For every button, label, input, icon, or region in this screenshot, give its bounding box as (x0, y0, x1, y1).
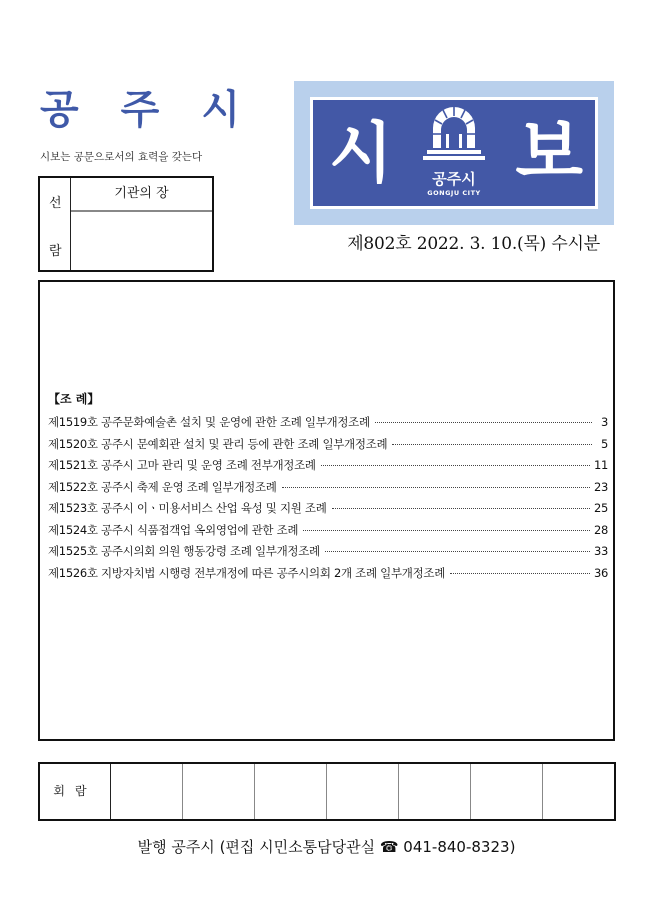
toc-item-title: 제1519호 공주문화예술촌 설치 및 운영에 관한 조례 일부개정조례 (48, 415, 370, 429)
toc-item-page: 3 (600, 415, 608, 429)
toc-item-title: 제1526호 지방자치법 시행령 전부개정에 따른 공주시의회 2개 조례 일부개정조례 (48, 565, 446, 580)
toc-item-page: 28 (593, 522, 608, 537)
city-title-char: 주 (120, 87, 160, 133)
publisher-info: 발행 공주시 (편집 시민소통담당관실 ☎ 041-840-8323) (137, 838, 516, 856)
leader-dots (321, 465, 590, 466)
toc-item[interactable] (48, 414, 608, 436)
toc-item-page: 23 (593, 479, 608, 494)
circulation-table (38, 762, 616, 821)
city-emblem (419, 104, 489, 202)
review-side-label (40, 178, 71, 270)
leader-dots (303, 530, 590, 531)
city-title-char: 공 (40, 87, 79, 133)
toc-item-title: 제1522호 공주시 축제 운영 조례 일부개정조례 (48, 479, 277, 494)
signature-cell (326, 764, 398, 819)
review-head-label: 기관의 장 (71, 178, 212, 212)
contents-box (38, 280, 615, 741)
signature-cell (110, 764, 182, 819)
signature-cell (254, 764, 326, 819)
toc-item-page: 25 (593, 501, 608, 515)
toc-item-page: 11 (593, 458, 608, 472)
toc-item[interactable] (48, 436, 608, 458)
leader-dots (325, 551, 590, 552)
toc-item-page: 36 (593, 565, 608, 580)
toc-item-title: 제1525호 공주시의회 의원 행동강령 조례 일부개정조례 (48, 544, 320, 558)
table-of-contents (48, 414, 608, 586)
leader-dots (392, 444, 592, 445)
review-label-top: 선 (49, 196, 62, 211)
leader-dots (450, 573, 590, 574)
city-title-char: 시 (201, 87, 240, 133)
toc-item-title: 제1520호 공주시 문예회관 설치 및 관리 등에 관한 조례 일부개정조례 (48, 436, 388, 451)
arch-gate-icon (419, 104, 489, 166)
signature-cell (398, 764, 470, 819)
section-title: 【조 례】 (48, 392, 100, 406)
signature-cell (470, 764, 542, 819)
logo-emblem-english: GONGJU CITY (427, 189, 481, 197)
issue-info: 제802호 2022. 3. 10.(목) 수시분 (347, 234, 600, 254)
review-label-bottom: 람 (49, 244, 62, 259)
logo-frame (310, 97, 598, 209)
toc-item[interactable] (48, 457, 608, 479)
toc-item-title: 제1521호 공주시 고마 관리 및 운영 조례 전부개정조례 (48, 458, 316, 472)
review-box (38, 176, 214, 272)
toc-item-title: 제1523호 공주시 이ㆍ미용서비스 산업 육성 및 지원 조례 (48, 501, 327, 515)
toc-item[interactable] (48, 543, 608, 565)
toc-item[interactable] (48, 522, 608, 544)
toc-item-title: 제1524호 공주시 식품접객업 옥외영업에 관한 조례 (48, 522, 299, 537)
circulation-label: 회람 (53, 784, 97, 798)
leader-dots (282, 487, 590, 488)
city-title (40, 78, 240, 135)
logo-panel (313, 100, 595, 206)
gazette-logo (294, 81, 614, 225)
toc-item[interactable] (48, 500, 608, 522)
leader-dots (332, 508, 590, 509)
toc-item[interactable] (48, 479, 608, 501)
signature-cell (542, 764, 614, 819)
logo-right-char: 보 (515, 111, 583, 193)
toc-item-page: 5 (600, 436, 608, 451)
toc-item-page: 33 (593, 544, 608, 558)
logo-left-char: 시 (329, 115, 393, 192)
toc-item[interactable] (48, 565, 608, 587)
logo-emblem-korean: 공주시 (432, 170, 476, 188)
official-notice: 시보는 공문으로서의 효력을 갖는다 (40, 151, 203, 163)
leader-dots (375, 422, 592, 423)
signature-cell (182, 764, 254, 819)
